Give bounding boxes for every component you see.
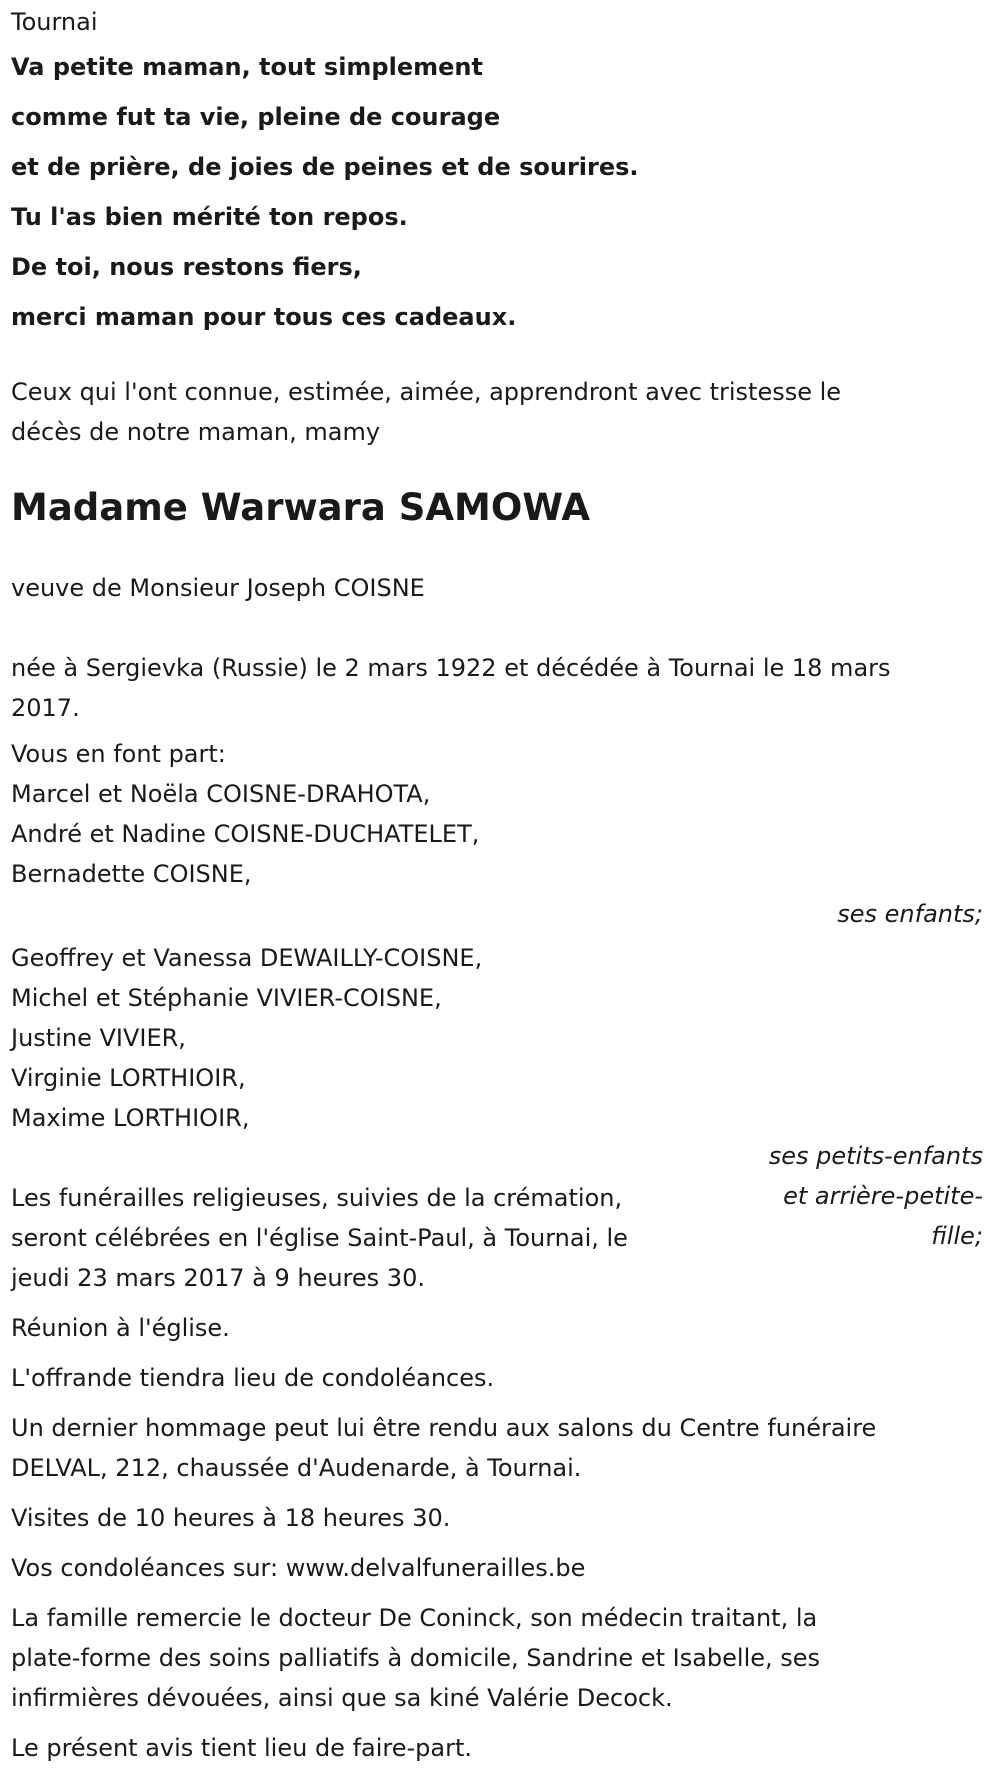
funeral-line: seront célébrées en l'église Saint-Paul, à Tournai, le [11, 1224, 628, 1252]
poem-line: et de prière, de joies de peines et de sourires. [11, 153, 639, 181]
visits-note: Visites de 10 heures à 18 heures 30. [11, 1504, 451, 1532]
tribute-line: DELVAL, 212, chaussée d'Audenarde, à Tournai. [11, 1454, 582, 1482]
birth-death-line: 2017. [11, 694, 80, 722]
city-label: Tournai [11, 8, 98, 36]
tribute-paragraph [11, 1408, 1000, 1488]
funeral-line: jeudi 23 mars 2017 à 9 heures 30. [11, 1264, 425, 1292]
poem-line: Va petite maman, tout simplement [11, 53, 483, 81]
deceased-name: Madame Warwara SAMOWA [11, 486, 591, 529]
children-section [11, 734, 1000, 934]
thanks-line: plate-forme des soins palliatifs à domicile, Sandrine et Isabelle, ses [11, 1644, 821, 1672]
grandchildren-label [743, 1136, 983, 1256]
child-name: André et Nadine COISNE-DUCHATELET, [11, 820, 480, 848]
grandchild-name: Justine VIVIER, [11, 1024, 186, 1052]
grandchildren-label-line: ses petits-enfants [768, 1142, 983, 1170]
grandchild-name: Geoffrey et Vanessa DEWAILLY-COISNE, [11, 944, 483, 972]
closing-note: Le présent avis tient lieu de faire-part. [11, 1734, 473, 1762]
intro-line: Ceux qui l'ont connue, estimée, aimée, apprendront avec tristesse le [11, 378, 842, 406]
grandchild-name: Michel et Stéphanie VIVIER-COISNE, [11, 984, 442, 1012]
widow-of: veuve de Monsieur Joseph COISNE [11, 574, 425, 602]
thanks-line: infirmières dévouées, ainsi que sa kiné Valérie Decock. [11, 1684, 673, 1712]
birth-death-paragraph [11, 648, 991, 728]
poem-line: Tu l'as bien mérité ton repos. [11, 203, 408, 231]
poem-line: De toi, nous restons fiers, [11, 253, 362, 281]
children-label: ses enfants; [837, 900, 983, 928]
grandchild-name: Virginie LORTHIOIR, [11, 1064, 246, 1092]
poem [11, 42, 1000, 342]
intro-line: décès de notre maman, mamy [11, 418, 381, 446]
tribute-line: Un dernier hommage peut lui être rendu aux salons du Centre funéraire [11, 1414, 877, 1442]
child-name: Marcel et Noëla COISNE-DRAHOTA, [11, 780, 431, 808]
meeting-note: Réunion à l'église. [11, 1314, 230, 1342]
grandchildren-section [11, 938, 1000, 1138]
poem-line: merci maman pour tous ces cadeaux. [11, 303, 517, 331]
funeral-block [11, 1138, 1000, 1298]
grandchildren-label-line: et arrière-petite- [783, 1182, 983, 1210]
offering-note: L'offrande tiendra lieu de condoléances. [11, 1364, 495, 1392]
grandchild-name: Maxime LORTHIOIR, [11, 1104, 250, 1132]
announce-label: Vous en font part: [11, 740, 226, 768]
birth-death-line: née à Sergievka (Russie) le 2 mars 1922 et décédée à Tournai le 18 mars [11, 654, 891, 682]
funeral-paragraph [11, 1138, 711, 1298]
funeral-line: Les funérailles religieuses, suivies de la crémation, [11, 1184, 623, 1212]
thanks-line: La famille remercie le docteur De Coninck, son médecin traitant, la [11, 1604, 818, 1632]
child-name: Bernadette COISNE, [11, 860, 252, 888]
grandchildren-label-line: fille; [931, 1222, 983, 1250]
poem-line: comme fut ta vie, pleine de courage [11, 103, 501, 131]
intro-paragraph [11, 372, 971, 452]
condolences-note: Vos condoléances sur: www.delvalfunerailles.be [11, 1554, 586, 1582]
thanks-paragraph [11, 1598, 991, 1718]
